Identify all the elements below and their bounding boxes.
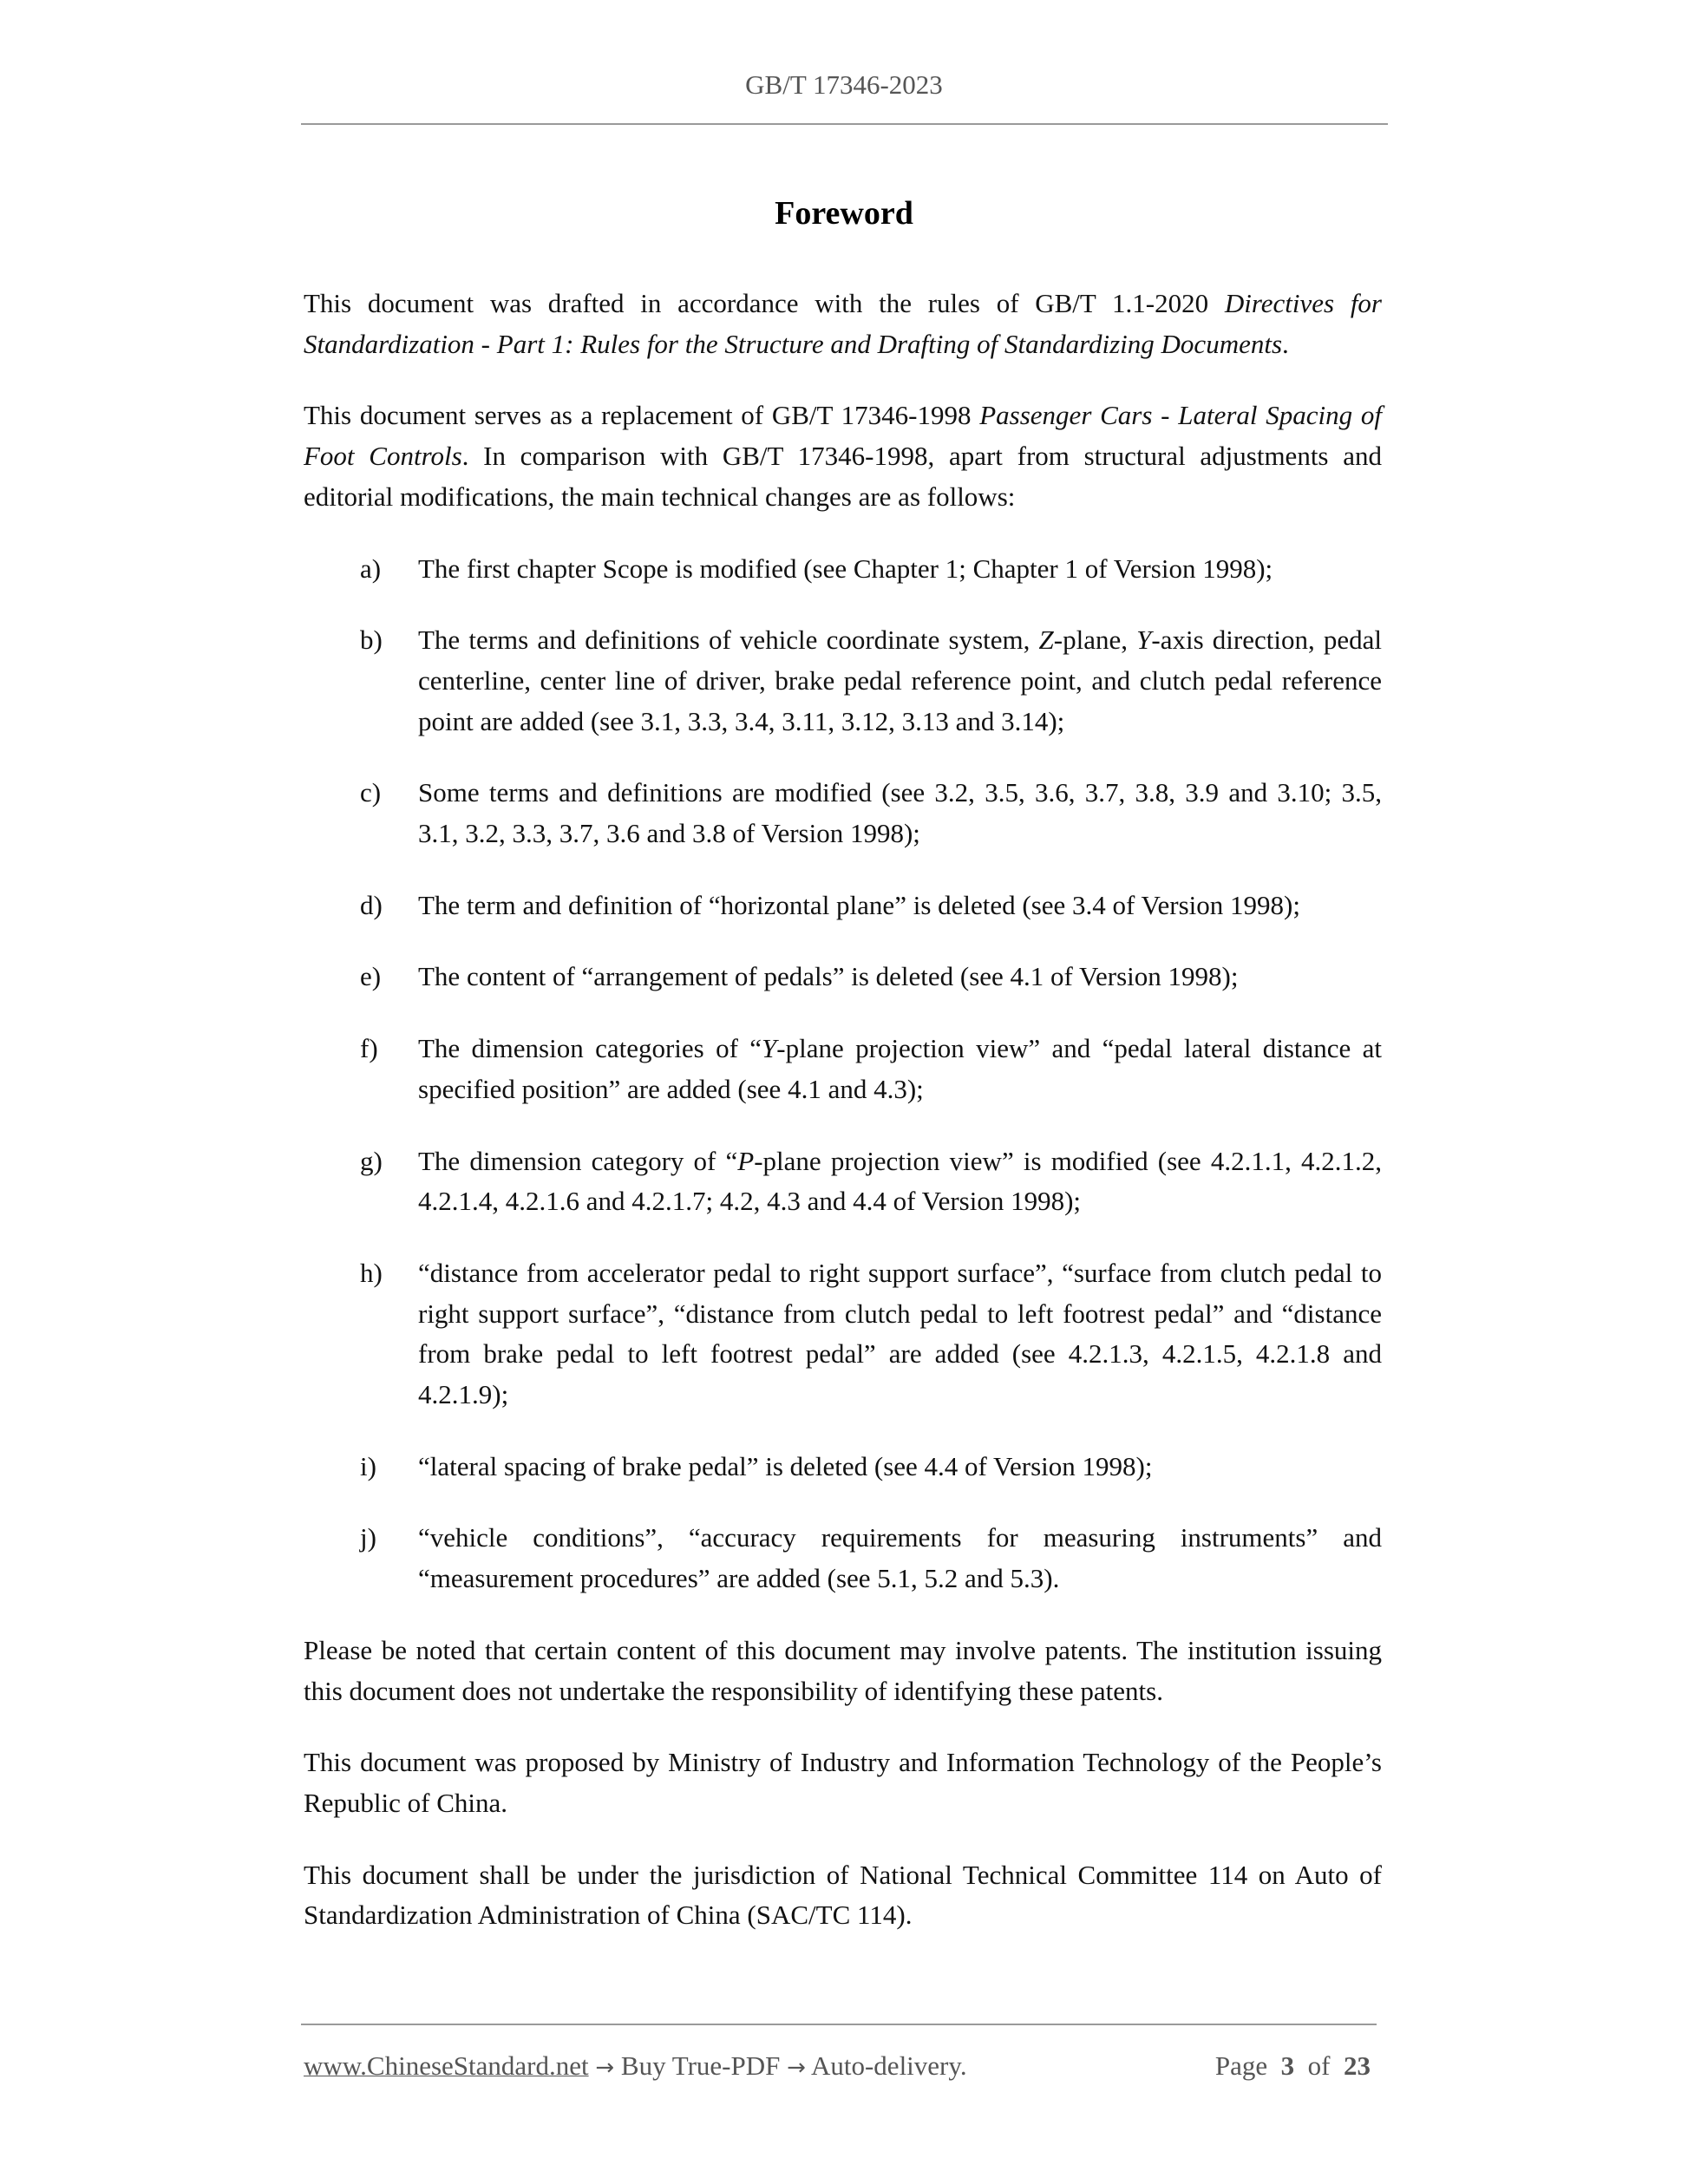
list-label: g) xyxy=(360,1145,383,1176)
italic-symbol: Y xyxy=(1136,624,1152,656)
arrow-right-icon: → xyxy=(595,2055,615,2081)
footer-step-buy: Buy True-PDF xyxy=(620,2050,781,2081)
paragraph-replacement xyxy=(304,396,1382,517)
list-label: j) xyxy=(360,1522,376,1553)
text: The dimension categories of “ xyxy=(418,1033,762,1064)
list-item xyxy=(304,1029,1382,1109)
list-text xyxy=(418,620,1382,742)
list-text: “lateral spacing of brake pedal” is deleted (see 4.4 of Version 1998); xyxy=(418,1450,1153,1481)
of-word: of xyxy=(1307,2050,1331,2081)
text: -plane projection view” is modified (see 4.2.1.1, 4.2.1.2, 4.2.1.4, 4.2.1.6 and 4.2.1.7; 4.2, 4.3 and 4.4 of Version 1998); xyxy=(418,1145,1382,1217)
list-item xyxy=(304,1447,1382,1488)
list-item xyxy=(304,549,1382,590)
running-header: GB/T 17346-2023 xyxy=(745,69,943,100)
list-item xyxy=(304,620,1382,742)
list-text xyxy=(418,1029,1382,1109)
text: This document serves as a replacement of GB/T 17346-1998 xyxy=(304,400,980,431)
list-label: f) xyxy=(360,1033,378,1064)
arrow-right-icon: → xyxy=(787,2055,806,2081)
list-item xyxy=(304,773,1382,853)
text: -axis direction, pedal centerline, center line of driver, brake pedal reference point, and clutch pedal reference point are added (see 3.1, 3.3, 3.4, 3.11, 3.12, 3.13 and 3.14); xyxy=(418,624,1382,736)
list-item xyxy=(304,1518,1382,1599)
list-label: i) xyxy=(360,1450,376,1481)
page-footer xyxy=(304,2047,1377,2085)
list-text: The first chapter Scope is modified (see Chapter 1; Chapter 1 of Version 1998); xyxy=(418,553,1273,584)
paragraph-jurisdiction: This document shall be under the jurisdiction of National Technical Committee 114 on Auto of Standardization Administration of China (SAC/TC 114). xyxy=(304,1859,1382,1931)
paragraph-patents: Please be noted that certain content of this document may involve patents. The institution issuing this document does not undertake the responsibility of identifying these patents. xyxy=(304,1634,1382,1706)
list-text xyxy=(418,1141,1382,1222)
document-body xyxy=(304,284,1382,1967)
text: . In comparison with GB/T 17346-1998, apart from structural adjustments and editorial modifications, the main technical changes are as follows: xyxy=(304,441,1382,512)
text: -plane projection view” and “pedal lateral distance at specified position” are added (see 4.1 and 4.3); xyxy=(418,1033,1383,1104)
list-label: c) xyxy=(360,777,382,808)
italic-symbol: P xyxy=(737,1145,755,1176)
page-word: Page xyxy=(1214,2050,1268,2081)
text: -plane, xyxy=(1053,624,1137,656)
page-total: 23 xyxy=(1344,2050,1371,2081)
text: This document was drafted in accordance with the rules of GB/T 1.1-2020 xyxy=(304,288,1225,318)
page-number xyxy=(1215,2047,1371,2085)
text: . xyxy=(1282,328,1289,359)
list-label: d) xyxy=(360,889,383,920)
footer-divider xyxy=(301,2024,1377,2025)
list-label: b) xyxy=(360,624,383,656)
text: The terms and definitions of vehicle coordinate system, xyxy=(418,624,1039,656)
list-item xyxy=(304,1253,1382,1416)
list-label: h) xyxy=(360,1257,383,1288)
italic-symbol: Z xyxy=(1038,624,1054,656)
paragraph-proposer: This document was proposed by Ministry of Industry and Information Technology of the People’s Republic of China. xyxy=(304,1747,1382,1818)
list-label: e) xyxy=(360,961,382,992)
paragraph-drafting-rules xyxy=(304,284,1382,364)
italic-title: Passenger Cars - Lateral Spacing of Foot Controls xyxy=(304,400,1382,472)
list-text: Some terms and definitions are modified (see 3.2, 3.5, 3.6, 3.7, 3.8, 3.9 and 3.10; 3.5, 3.1, 3.2, 3.3, 3.7, 3.6 and 3.8 of Version 1998); xyxy=(418,777,1382,849)
list-item xyxy=(304,957,1382,997)
site-link[interactable]: www.ChineseStandard.net xyxy=(304,2050,589,2081)
header-divider xyxy=(301,123,1388,125)
list-label: a) xyxy=(360,553,382,584)
text: The dimension category of “ xyxy=(418,1145,738,1176)
footer-step-delivery: Auto-delivery. xyxy=(810,2050,967,2081)
list-item xyxy=(304,1141,1382,1222)
footer-promo xyxy=(304,2047,967,2087)
list-text: The term and definition of “horizontal plane” is deleted (see 3.4 of Version 1998); xyxy=(418,889,1300,920)
italic-title: Directives for Standardization - Part 1: Rules for the Structure and Drafting of Standardizing Documents xyxy=(304,288,1382,359)
list-item xyxy=(304,886,1382,926)
list-text: “vehicle conditions”, “accuracy requirements for measuring instruments” and “measurement procedures” are added (see 5.1, 5.2 and 5.3). xyxy=(418,1522,1382,1594)
list-text: “distance from accelerator pedal to right support surface”, “surface from clutch pedal to right support surface”, “distance from clutch pedal to left footrest pedal” and “distance from brake pedal to left footrest pedal” are added (see 4.2.1.3, 4.2.1.5, 4.2.1.8 and 4.2.1.9); xyxy=(418,1257,1382,1410)
page-title: Foreword xyxy=(775,195,913,232)
italic-symbol: Y xyxy=(762,1033,777,1064)
page-current: 3 xyxy=(1280,2050,1295,2081)
list-text: The content of “arrangement of pedals” is deleted (see 4.1 of Version 1998); xyxy=(418,961,1239,992)
